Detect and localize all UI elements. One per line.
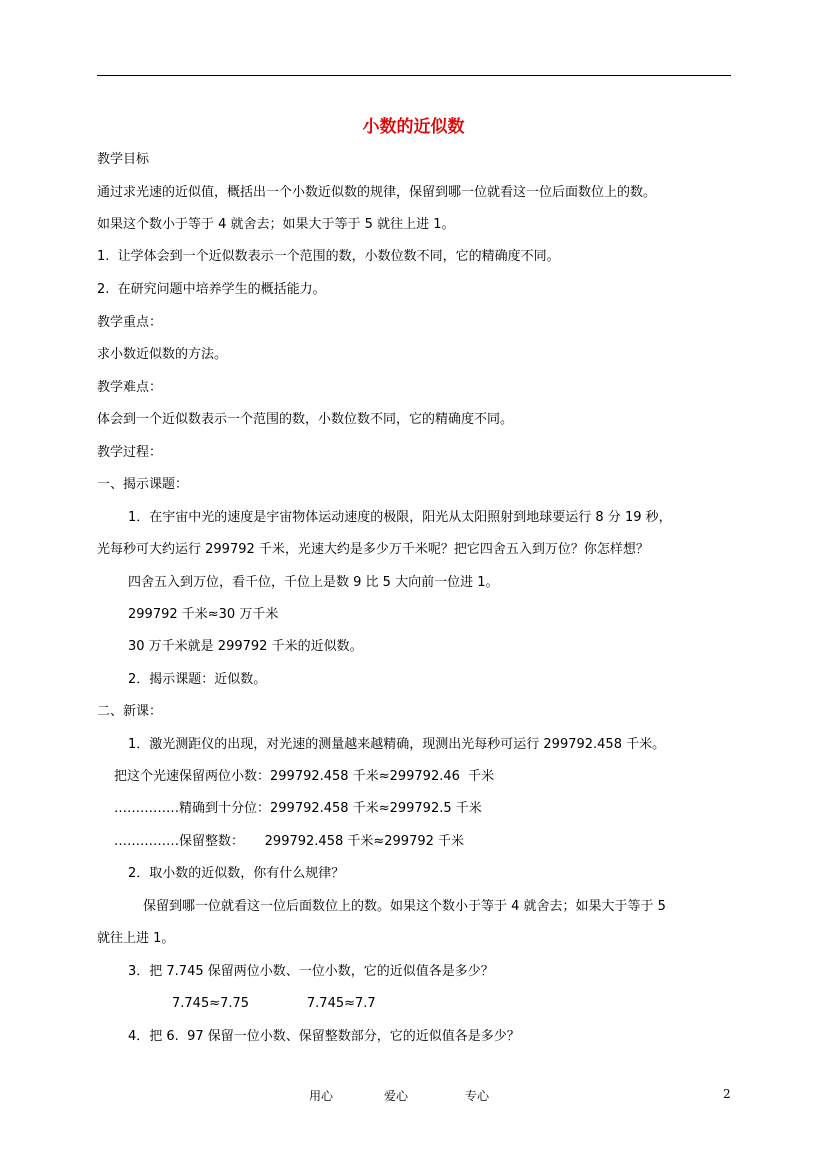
section-heading: 二、新课：	[97, 704, 163, 719]
text-line: 求小数近似数的方法。	[97, 347, 228, 362]
text-line: 光每秒可大约运行 299792 千米，光速大约是多少万千米呢？把它四舍五入到万位？你怎样想？	[97, 542, 649, 557]
text-line: 2. 在研究问题中培养学生的概括能力。	[97, 282, 326, 297]
text-line: 7.745≈7.75 7.745≈7.7	[172, 996, 376, 1011]
footer-item: 爱心	[384, 1089, 409, 1103]
text-line: 2．揭示课题：近似数。	[128, 672, 267, 687]
section-heading: 教学过程：	[97, 445, 163, 460]
section-heading: 一、揭示课题：	[97, 477, 189, 492]
text-line: 3．把 7.745 保留两位小数、一位小数，它的近似值各是多少？	[128, 964, 494, 979]
text-line: 2．取小数的近似数，你有什么规律？	[128, 866, 345, 881]
text-line: 1．激光测距仪的出现，对光速的测量越来越精确，现测出光每秒可运行 299792.458 千米。	[128, 737, 666, 752]
page-title: 小数的近似数	[362, 117, 465, 137]
section-heading: 教学难点：	[97, 380, 163, 395]
text-line: 299792 千米≈30 万千米	[128, 607, 279, 622]
text-line: 就往上进 1。	[97, 931, 175, 946]
footer-item: 专心	[465, 1089, 490, 1103]
text-line: 30 万千米就是 299792 千米的近似数。	[128, 639, 363, 654]
text-line: 1. 让学体会到一个近似数表示一个范围的数，小数位数不同，它的精确度不同。	[97, 249, 560, 264]
header-rule	[97, 75, 731, 76]
text-line: 4．把 6. 97 保留一位小数、保留整数部分，它的近似值各是多少？	[128, 1029, 520, 1044]
text-line: 把这个光速保留两位小数：299792.458 千米≈299792.46 千米	[114, 769, 495, 784]
text-line: 通过求光速的近似值，概括出一个小数近似数的规律，保留到哪一位就看这一位后面数位上的数。	[97, 185, 657, 200]
text-line: 如果这个数小于等于 4 就舍去；如果大于等于 5 就往上进 1。	[97, 217, 455, 232]
text-line: 1．在宇宙中光的速度是宇宙物体运动速度的极限，阳光从太阳照射到地球要运行 8 分 19 秒，	[128, 510, 672, 525]
text-line: 保留到哪一位就看这一位后面数位上的数。如果这个数小于等于 4 就舍去；如果大于等于 5	[143, 899, 666, 914]
text-line: 教学目标	[97, 152, 150, 167]
text-line: 四舍五入到万位，看千位，千位上是数 9 比 5 大向前一位进 1。	[128, 575, 499, 590]
section-heading: 教学重点：	[97, 315, 163, 330]
text-line: ……………保留整数： 299792.458 千米≈299792 千米	[114, 834, 465, 849]
text-line: ……………精确到十分位：299792.458 千米≈299792.5 千米	[114, 801, 482, 816]
page-number: 2	[723, 1087, 731, 1101]
text-line: 体会到一个近似数表示一个范围的数，小数位数不同，它的精确度不同。	[97, 412, 514, 427]
footer-item: 用心	[309, 1089, 334, 1103]
